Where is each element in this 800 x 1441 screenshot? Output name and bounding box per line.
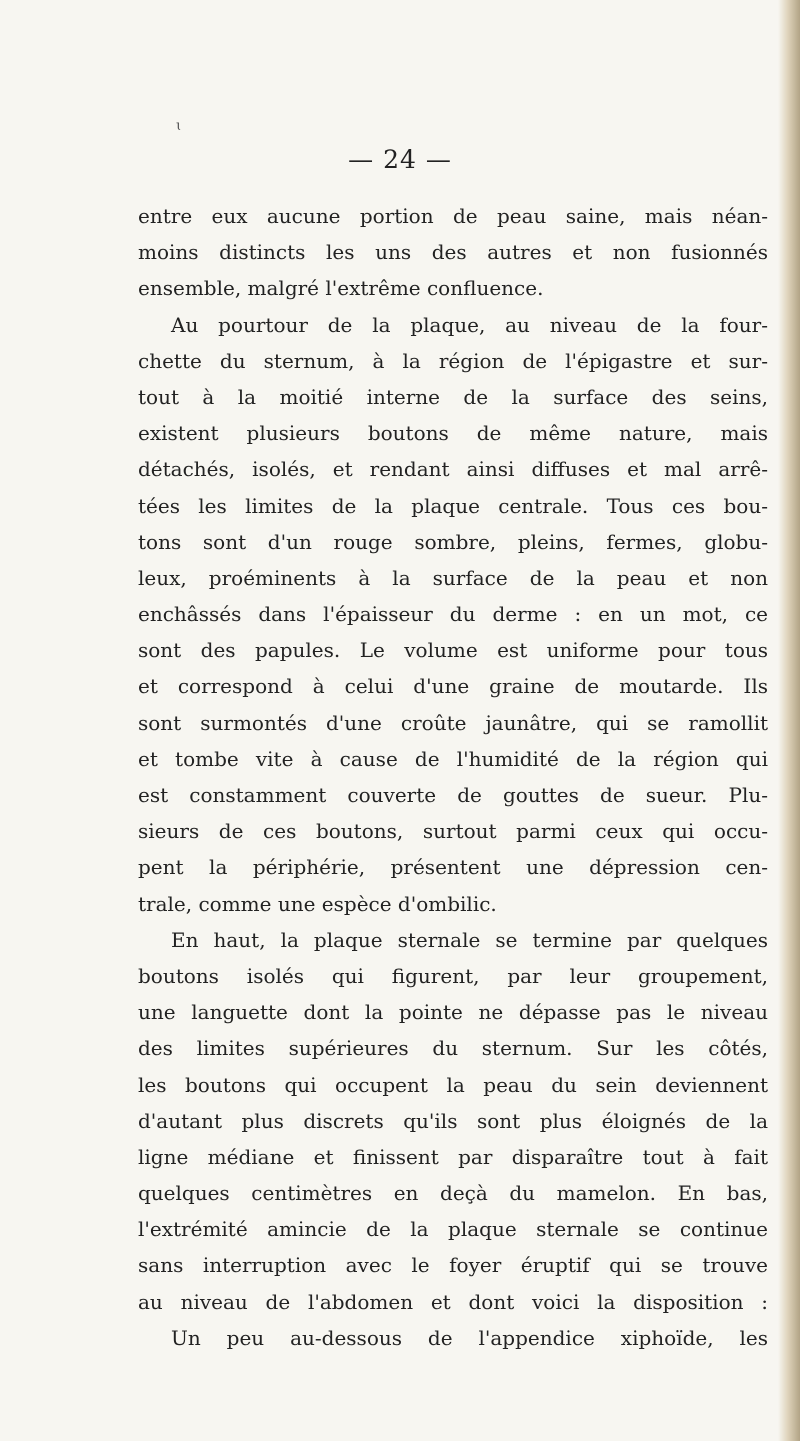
body-text [138,198,768,1356]
text-line: En haut, la plaque sternale se termine par quelques [171,927,768,952]
text-line: tées les limites de la plaque centrale. Tous ces bou- [138,493,768,518]
page-number: — 24 — [348,145,452,174]
text-line: sont des papules. Le volume est uniforme pour tous [138,638,768,663]
text-line: boutons isolés qui figurent, par leur groupement, [138,963,768,988]
text-line: trale, comme une espèce d'ombilic. [138,891,497,916]
text-line: tons sont d'un rouge sombre, pleins, fermes, globu- [138,529,768,554]
text-line: quelques centimètres en deçà du mamelon. En bas, [138,1181,768,1206]
text-line: et tombe vite à cause de l'humidité de la région qui [138,746,768,771]
text-line: ensemble, malgré l'extrême confluence. [138,276,544,301]
text-line: chette du sternum, à la région de l'épigastre et sur- [138,348,768,373]
text-line: l'extrémité amincie de la plaque sternale se continue [138,1217,768,1242]
text-line: une languette dont la pointe ne dépasse pas le niveau [138,1000,768,1025]
text-line: enchâssés dans l'épaisseur du derme : en un mot, ce [138,602,768,627]
text-line: ligne médiane et finissent par disparaître tout à fait [138,1144,768,1169]
text-line: Un peu au-dessous de l'appendice xiphoïde, les [171,1325,768,1350]
text-line: d'autant plus discrets qu'ils sont plus éloignés de la [138,1108,768,1133]
text-line: Au pourtour de la plaque, au niveau de la four- [171,312,768,337]
text-line: tout à la moitié interne de la surface des seins, [138,384,768,409]
text-line: entre eux aucune portion de peau saine, mais néan- [138,204,768,228]
text-line: sieurs de ces boutons, surtout parmi ceux qui occu- [138,819,768,844]
text-line: est constamment couverte de gouttes de sueur. Plu- [138,783,768,807]
text-line: et correspond à celui d'une graine de moutarde. Ils [138,674,768,699]
text-line: détachés, isolés, et rendant ainsi diffuses et mal arrê- [138,457,768,482]
text-line: leux, proéminents à la surface de la peau et non [138,565,768,590]
text-line: moins distincts les uns des autres et non fusionnés [138,240,768,265]
text-line: au niveau de l'abdomen et dont voici la disposition : [138,1289,768,1314]
text-line: sans interruption avec le foyer éruptif qui se trouve [138,1253,768,1278]
text-line: les boutons qui occupent la peau du sein deviennent [138,1072,768,1097]
text-line: sont surmontés d'une croûte jaunâtre, qui se ramollit [138,710,768,735]
text-line: des limites supérieures du sternum. Sur les côtés, [138,1036,768,1061]
text-line: pent la périphérie, présentent une dépression cen- [138,855,768,880]
text-line: existent plusieurs boutons de même nature, mais [138,421,768,446]
page-edge [778,0,800,1441]
stray-mark: ɩ [176,118,182,134]
